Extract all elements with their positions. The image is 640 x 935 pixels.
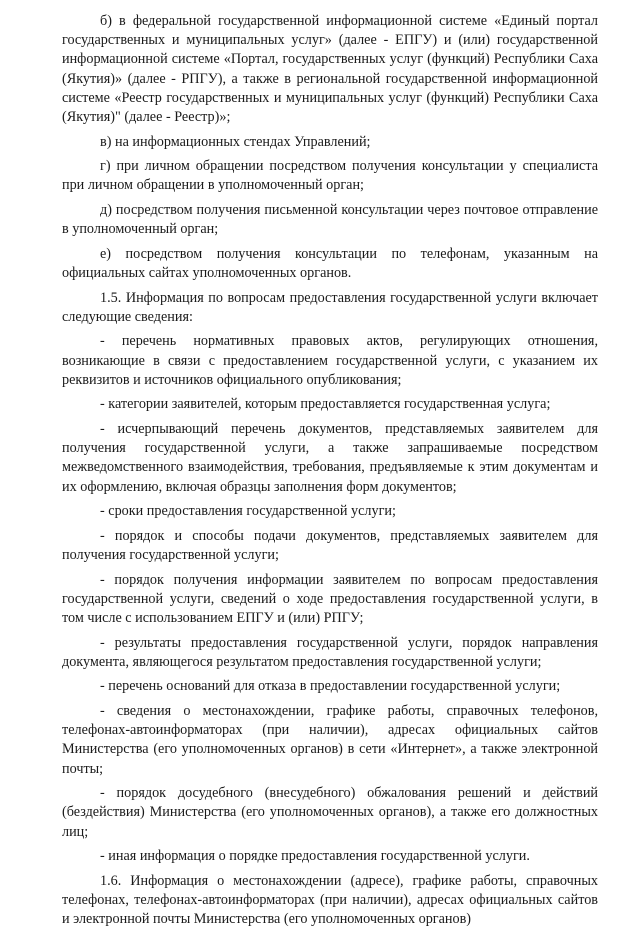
list-item-appeal-procedure: - порядок досудебного (внесудебного) обжалования решений и действий (бездействия) Министерства (его уполномоченных органов), а также его должностных лиц; (62, 785, 598, 840)
list-item-service-terms: - сроки предоставления государственной услуги; (100, 503, 396, 520)
list-item-info-procedure: - порядок получения информации заявителем по вопросам предоставления государственной услуги, сведений о ходе предоставления государственной услуги, в том числе с использованием ЕПГУ и (или) РПГУ; (62, 571, 598, 626)
list-item-applicant-categories: - категории заявителей, которым предоставляется государственная услуга; (100, 396, 551, 413)
paragraph-e-phone-consultation: е) посредством получения консультации по телефонам, указанным на официальных сайтах уполномоченных органов. (62, 245, 598, 281)
paragraph-v-info-stands: в) на информационных стендах Управлений; (100, 133, 371, 150)
list-item-submission-methods: - порядок и способы подачи документов, представляемых заявителем для получения государственной услуги; (62, 527, 598, 563)
paragraph-b-epgu-rpgu-registry: б) в федеральной государственной информационной системе «Единый портал государственных и муниципальных услуг» (далее - ЕПГУ) и (или) государственной информационной системе «Портал, государственных услуг (функций) Республики Саха (Якутия)» (далее - РПГУ), а также в региональной государственной информационной системе «Реестр государственных и муниципальных услуг (функций) Республики Саха (Якутия)" (далее - Реестр)»; (62, 13, 598, 126)
paragraph-d-written-consultation: д) посредством получения письменной консультации через почтовое отправление в уполномоченный орган; (62, 202, 598, 238)
list-item-other-info: - иная информация о порядке предоставления государственной услуги. (100, 848, 530, 865)
document-body (62, 12, 598, 935)
paragraph-g-personal-visit: г) при личном обращении посредством получения консультации у специалиста при личном обращении в уполномоченный орган; (62, 158, 598, 194)
list-item-legal-acts: - перечень нормативных правовых актов, регулирующих отношения, возникающие в связи с предоставлением государственной услуги, с указанием их реквизитов и источников официального опубликования; (62, 333, 598, 388)
section-1-5-heading: 1.5. Информация по вопросам предоставления государственной услуги включает следующие сведения: (62, 289, 598, 325)
section-1-6-paragraph: 1.6. Информация о местонахождении (адресе), графике работы, справочных телефонах, телефонах-автоинформаторах (при наличии), адресах официальных сайтов и электронной почты Министерства (его уполномоченных органов) (62, 872, 598, 928)
list-item-location-info: - сведения о местонахождении, графике работы, справочных телефонов, телефонах-автоинформаторах (при наличии), адресах официальных сайтов Министерства (его уполномоченных органов) в сети «Интернет», а также электронной почты; (62, 702, 598, 777)
list-item-documents-list: - исчерпывающий перечень документов, представляемых заявителем для получения государственной услуги, а также запрашиваемые посредством межведомственного взаимодействия, требования, предъявляемые к этим документам и их оформлению, включая образцы заполнения форм документов; (62, 420, 598, 495)
list-item-service-results: - результаты предоставления государственной услуги, порядок направления документа, являющегося результатом предоставления государственной услуги; (62, 634, 598, 670)
list-item-refusal-grounds: - перечень оснований для отказа в предоставлении государственной услуги; (100, 678, 561, 695)
